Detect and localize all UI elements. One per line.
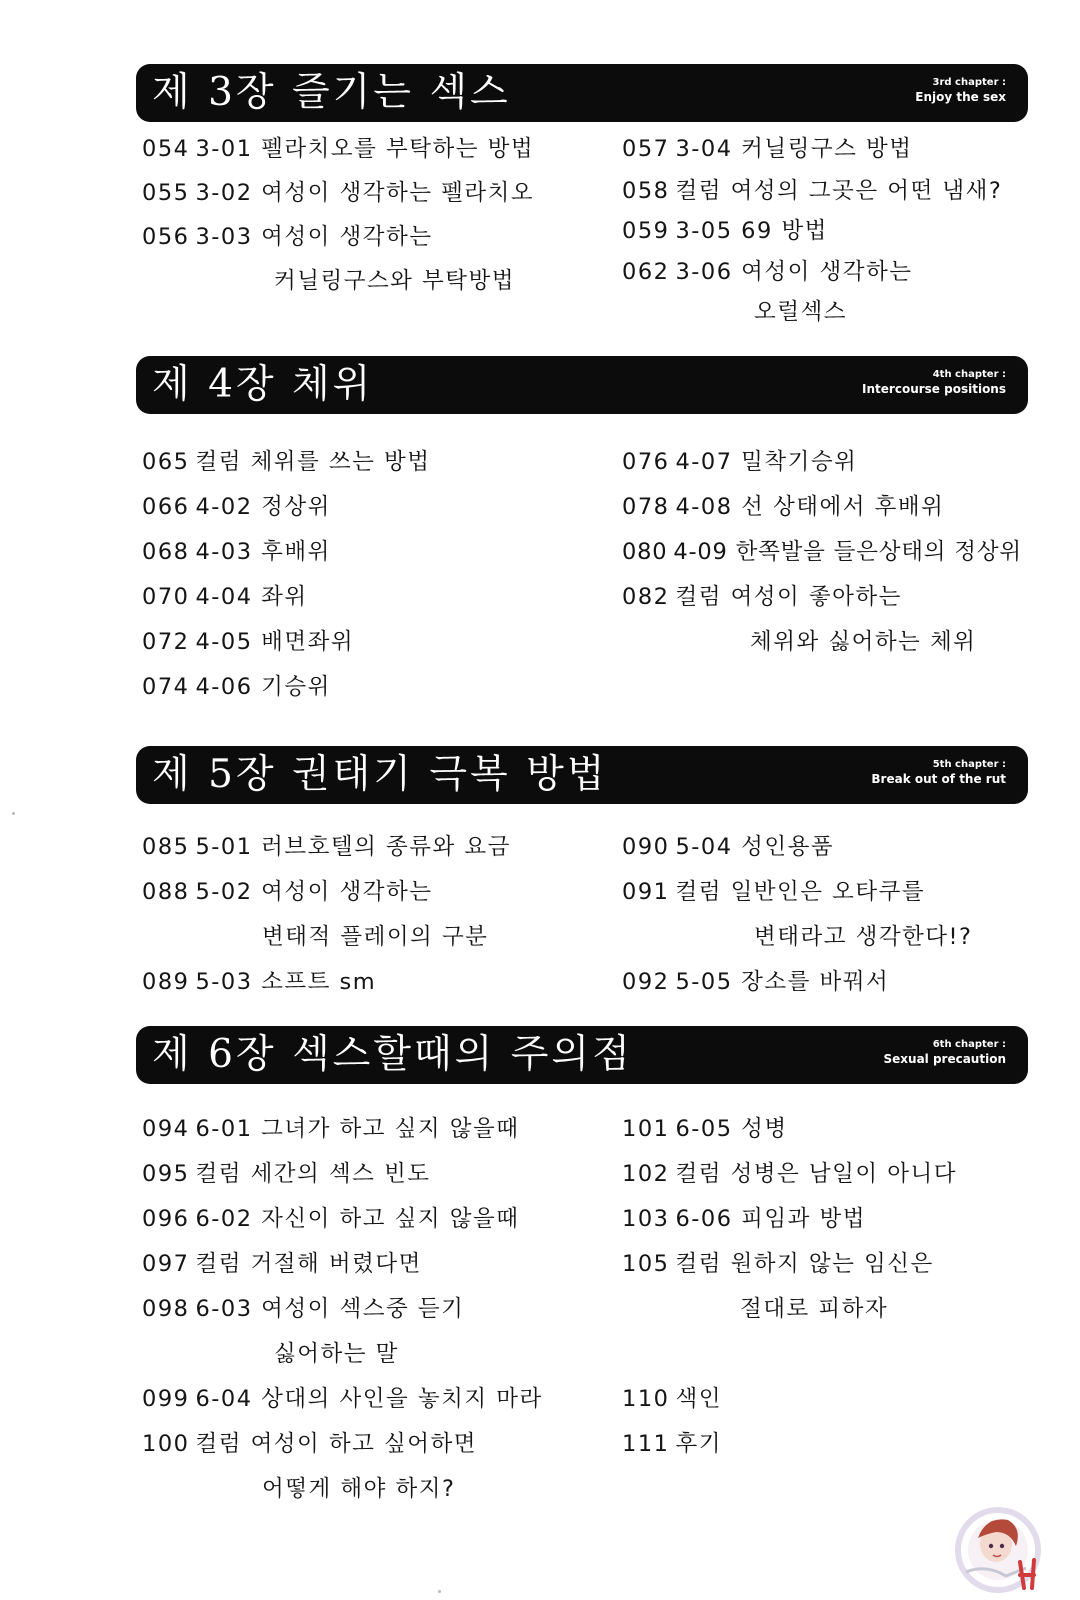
- page-number: 076: [622, 449, 670, 475]
- entry-continuation: 변태적 플레이의 구분: [262, 924, 489, 950]
- chapter-5-subtitle: [871, 757, 1006, 787]
- chapter-3-number-label: 3rd chapter :: [932, 77, 1006, 88]
- entry-title: 컬럼 세간의 섹스 빈도: [195, 1161, 431, 1187]
- entry-title: 4-07 밀착기승위: [675, 449, 858, 475]
- chapter-3-english-title: Enjoy the sex: [915, 90, 1006, 104]
- page-number: 095: [142, 1161, 190, 1187]
- entry-title: 컬럼 여성이 하고 싶어하면: [195, 1431, 477, 1457]
- chapter-4-banner: [136, 356, 1028, 414]
- toc-entry[interactable]: [142, 537, 331, 567]
- page-number: 102: [622, 1161, 670, 1187]
- entry-continuation: 오럴섹스: [754, 299, 847, 325]
- toc-entry[interactable]: [622, 537, 1022, 567]
- toc-entry[interactable]: [142, 832, 511, 862]
- page-number: 097: [142, 1251, 190, 1277]
- toc-entry[interactable]: [622, 967, 889, 997]
- entry-continuation: 커닐링구스와 부탁방법: [274, 268, 516, 294]
- entry-title: 3-01 펠라치오를 부탁하는 방법: [195, 136, 535, 162]
- entry-title: 4-08 선 상태에서 후배위: [675, 494, 945, 520]
- entry-title: 5-01 러브호텔의 종류와 요금: [195, 834, 511, 860]
- page-number: 091: [622, 879, 670, 905]
- page-number: 065: [142, 449, 190, 475]
- entry-title: 컬럼 체위를 쓰는 방법: [195, 449, 431, 475]
- toc-entry[interactable]: [142, 967, 376, 997]
- entry-title: 5-05 장소를 바꿔서: [675, 969, 890, 995]
- toc-entry[interactable]: [622, 1114, 788, 1144]
- page-number: 110: [622, 1386, 670, 1412]
- project-h-watermark-logo: [946, 1502, 1052, 1598]
- entry-title: 3-04 커닐링구스 방법: [675, 136, 913, 162]
- toc-entry[interactable]: [142, 134, 534, 164]
- page-number: 105: [622, 1251, 670, 1277]
- paper-speck: [12, 812, 15, 815]
- page-number: 057: [622, 136, 670, 162]
- toc-entry[interactable]: [142, 1294, 464, 1324]
- page-number: 100: [142, 1431, 190, 1457]
- entry-title: 4-04 좌위: [195, 584, 308, 610]
- chapter-3-banner: [136, 64, 1028, 122]
- toc-entry[interactable]: [142, 492, 331, 522]
- page-number: 072: [142, 629, 190, 655]
- toc-entry[interactable]: [622, 492, 944, 522]
- chapter-6-english-title: Sexual precaution: [883, 1052, 1006, 1066]
- page-number: 055: [142, 180, 190, 206]
- page-number: 062: [622, 259, 670, 285]
- entry-title: 컬럼 원하지 않는 임신은: [675, 1251, 934, 1277]
- entry-title: 3-03 여성이 생각하는: [195, 224, 433, 250]
- toc-entry[interactable]: [142, 1249, 422, 1279]
- chapter-4-subtitle: [862, 367, 1006, 397]
- entry-title: 컬럼 여성이 좋아하는: [675, 584, 902, 610]
- entry-title: 4-05 배면좌위: [195, 629, 355, 655]
- toc-entry[interactable]: [142, 178, 534, 208]
- chapter-4-title: 제 4장 체위: [152, 362, 374, 407]
- chapter-5-number-label: 5th chapter :: [932, 759, 1006, 770]
- page-number: 059: [622, 218, 670, 244]
- page-number: 056: [142, 224, 190, 250]
- entry-title: 6-04 상대의 사인을 놓치지 마라: [195, 1386, 543, 1412]
- page-number: 058: [622, 178, 670, 204]
- entry-continuation: 어떻게 해야 하지?: [262, 1476, 456, 1502]
- chapter-6-number-label: 6th chapter :: [932, 1039, 1006, 1050]
- entry-continuation: 변태라고 생각한다!?: [754, 924, 973, 950]
- page-number: 094: [142, 1116, 190, 1142]
- chapter-5-title: 제 5장 권태기 극복 방법: [152, 752, 608, 797]
- page-number: 103: [622, 1206, 670, 1232]
- entry-title: 6-06 피임과 방법: [675, 1206, 866, 1232]
- toc-entry[interactable]: [622, 877, 925, 907]
- toc-entry[interactable]: [622, 1384, 722, 1414]
- page-number: 054: [142, 136, 190, 162]
- toc-entry[interactable]: [142, 582, 308, 612]
- toc-entry[interactable]: [622, 176, 1002, 206]
- toc-entry[interactable]: [622, 1249, 934, 1279]
- entry-title: 컬럼 거절해 버렸다면: [195, 1251, 422, 1277]
- chapter-4-english-title: Intercourse positions: [862, 382, 1006, 396]
- toc-entry[interactable]: [622, 257, 912, 287]
- entry-title: 컬럼 성병은 남일이 아니다: [675, 1161, 957, 1187]
- entry-title: 3-06 여성이 생각하는: [675, 259, 913, 285]
- toc-entry[interactable]: [622, 216, 828, 246]
- entry-title: 컬럼 일반인은 오타쿠를: [675, 879, 926, 905]
- page-number: 089: [142, 969, 190, 995]
- toc-entry[interactable]: [622, 134, 912, 164]
- entry-title: 5-04 성인용품: [675, 834, 835, 860]
- entry-title: 6-02 자신이 하고 싶지 않을때: [195, 1206, 520, 1232]
- paper-speck: [438, 1590, 441, 1593]
- page-number: 080: [622, 539, 668, 565]
- chapter-6-subtitle: [884, 1037, 1007, 1067]
- chapter-5-english-title: Break out of the rut: [871, 772, 1006, 786]
- page-number: 111: [622, 1431, 670, 1457]
- toc-entry[interactable]: [622, 832, 834, 862]
- chapter-5-banner: [136, 746, 1028, 804]
- toc-entry[interactable]: [142, 1384, 543, 1414]
- toc-entry[interactable]: [142, 1204, 519, 1234]
- entry-title: 3-05 69 방법: [675, 218, 828, 244]
- page-number: 098: [142, 1296, 190, 1322]
- page-number: 074: [142, 674, 190, 700]
- toc-entry[interactable]: [142, 1159, 431, 1189]
- toc-entry[interactable]: [622, 1159, 957, 1189]
- toc-entry[interactable]: [142, 447, 431, 477]
- page-number: 070: [142, 584, 190, 610]
- entry-title: 4-06 기승위: [195, 674, 331, 700]
- toc-entry[interactable]: [622, 1204, 866, 1234]
- entry-continuation: 절대로 피하자: [740, 1296, 889, 1322]
- entry-title: 4-03 후배위: [195, 539, 331, 565]
- entry-title: 6-03 여성이 섹스중 듣기: [195, 1296, 465, 1322]
- toc-entry[interactable]: [142, 1114, 519, 1144]
- entry-continuation: 싫어하는 말: [274, 1341, 399, 1367]
- page-number: 078: [622, 494, 670, 520]
- toc-entry[interactable]: [142, 627, 354, 657]
- entry-title: 6-01 그녀가 하고 싶지 않을때: [195, 1116, 520, 1142]
- page-number: 082: [622, 584, 670, 610]
- page-number: 092: [622, 969, 670, 995]
- page-number: 066: [142, 494, 190, 520]
- toc-entry[interactable]: [142, 222, 432, 252]
- entry-continuation: 체위와 싫어하는 체위: [750, 629, 977, 655]
- chapter-3-title: 제 3장 즐기는 섹스: [152, 70, 511, 115]
- page-number: 068: [142, 539, 190, 565]
- chapter-4-number-label: 4th chapter :: [932, 369, 1006, 380]
- page-number: 096: [142, 1206, 190, 1232]
- toc-entry[interactable]: [622, 582, 902, 612]
- chapter-6-banner: [136, 1026, 1028, 1084]
- entry-title: 5-03 소프트 sm: [195, 969, 377, 995]
- entry-title: 6-05 성병: [675, 1116, 788, 1142]
- entry-title: 컬럼 여성의 그곳은 어떤 냄새?: [675, 178, 1003, 204]
- entry-title: 4-09 한쪽발을 들은상태의 정상위: [673, 539, 1022, 565]
- entry-title: 5-02 여성이 생각하는: [195, 879, 433, 905]
- page-number: 090: [622, 834, 670, 860]
- page-number: 088: [142, 879, 190, 905]
- toc-entry[interactable]: [142, 672, 331, 702]
- toc-entry[interactable]: [622, 447, 857, 477]
- toc-entry[interactable]: [622, 1429, 722, 1459]
- entry-title: 후기: [675, 1431, 722, 1457]
- toc-entry[interactable]: [142, 877, 432, 907]
- toc-entry[interactable]: [142, 1429, 477, 1459]
- page-number: 099: [142, 1386, 190, 1412]
- entry-title: 색인: [675, 1386, 722, 1412]
- chapter-3-subtitle: [915, 75, 1006, 105]
- page-number: 101: [622, 1116, 670, 1142]
- entry-title: 4-02 정상위: [195, 494, 331, 520]
- chapter-6-title: 제 6장 섹스할때의 주의점: [152, 1032, 633, 1077]
- page-number: 085: [142, 834, 190, 860]
- entry-title: 3-02 여성이 생각하는 펠라치오: [195, 180, 535, 206]
